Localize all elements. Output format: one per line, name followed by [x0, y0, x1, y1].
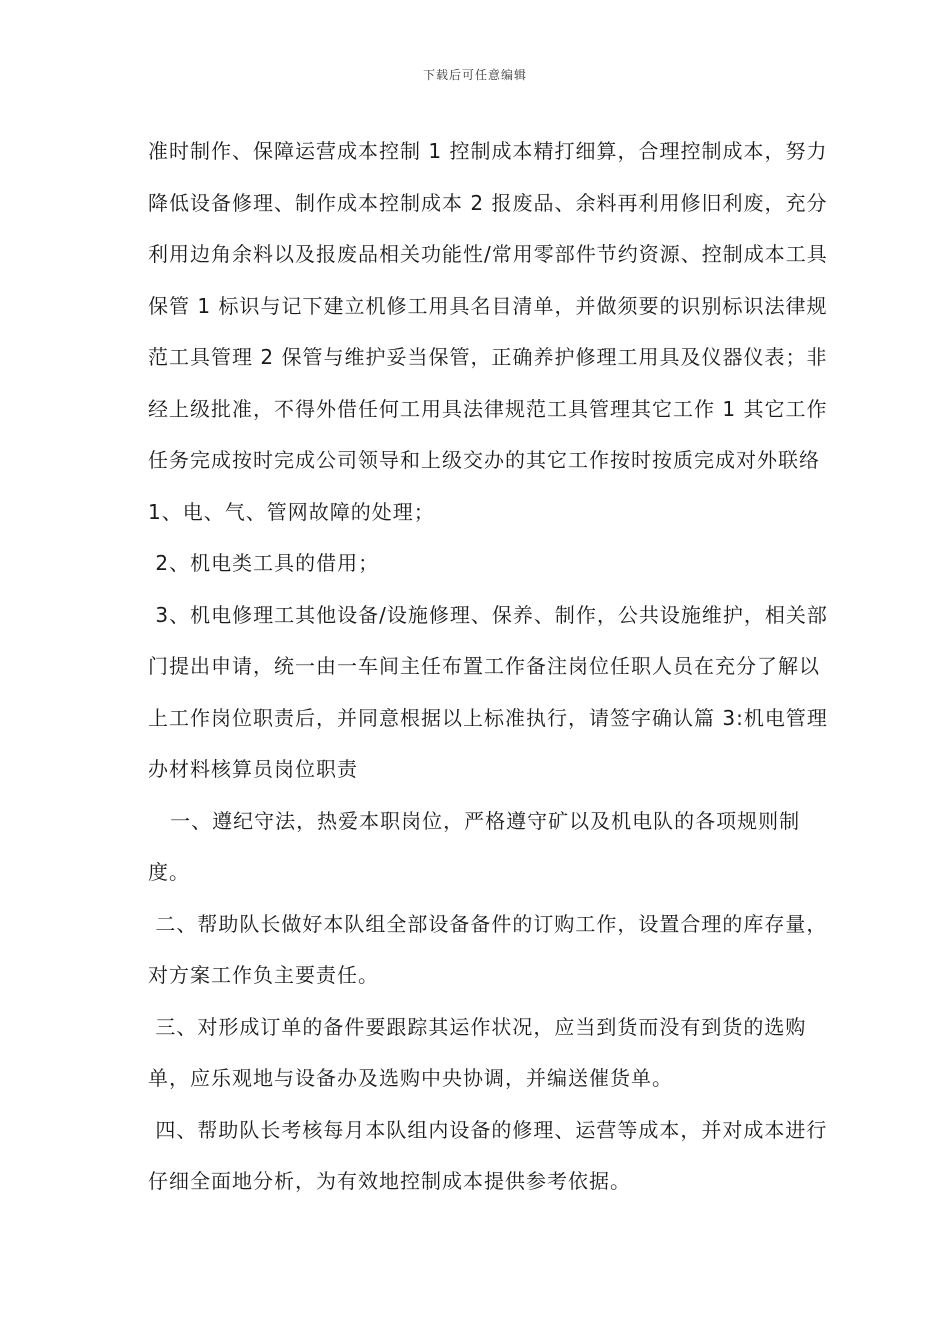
paragraph: 2、机电类工具的借用；	[148, 551, 380, 575]
paragraph: 二、帮助队长做好本队组全部设备备件的订购工作，设置合理的库存量，对方案工作负主要责任。	[148, 911, 828, 987]
paragraph: 一、遵纪守法，热爱本职岗位，严格遵守矿以及机电队的各项规则制度。	[148, 808, 801, 884]
paragraph: 三、对形成订单的备件要跟踪其运作状况，应当到货而没有到货的选购单，应乐观地与设备办及选购中央协调，并编送催货单。	[148, 1014, 807, 1090]
document-body	[148, 126, 838, 1208]
paragraph: 四、帮助队长考核每月本队组内设备的修理、运营等成本，并对成本进行仔细全面地分析，为有效地控制成本提供参考依据。	[148, 1117, 828, 1193]
paragraph: 3、机电修理工其他设备/设施修理、保养、制作，公共设施维护，相关部门提出申请，统一由一车间主任布置工作备注岗位任职人员在充分了解以上工作岗位职责后，并同意根据以上标准执行，请签字确认篇 3:机电管理办材料核算员岗位职责	[148, 602, 828, 781]
page-header: 下载后可任意编辑	[422, 68, 527, 82]
paragraph: 准时制作、保障运营成本控制 1 控制成本精打细算，合理控制成本，努力降低设备修理、制作成本控制成本 2 报废品、余料再利用修旧利废，充分利用边角余料以及报废品相关功能性/常用零部件节约资源、控制成本工具保管 1 标识与记下建立机修工用具名目清单，并做须要的识别标识法律规范工具管理 2 保管与维护妥当保管，正确养护修理工用具及仪器仪表；非经上级批准，不得外借任何工用具法律规范工具管理其它工作 1 其它工作任务完成按时完成公司领导和上级交办的其它工作按时按质完成对外联络 1、电、气、管网故障的处理；	[148, 139, 828, 524]
